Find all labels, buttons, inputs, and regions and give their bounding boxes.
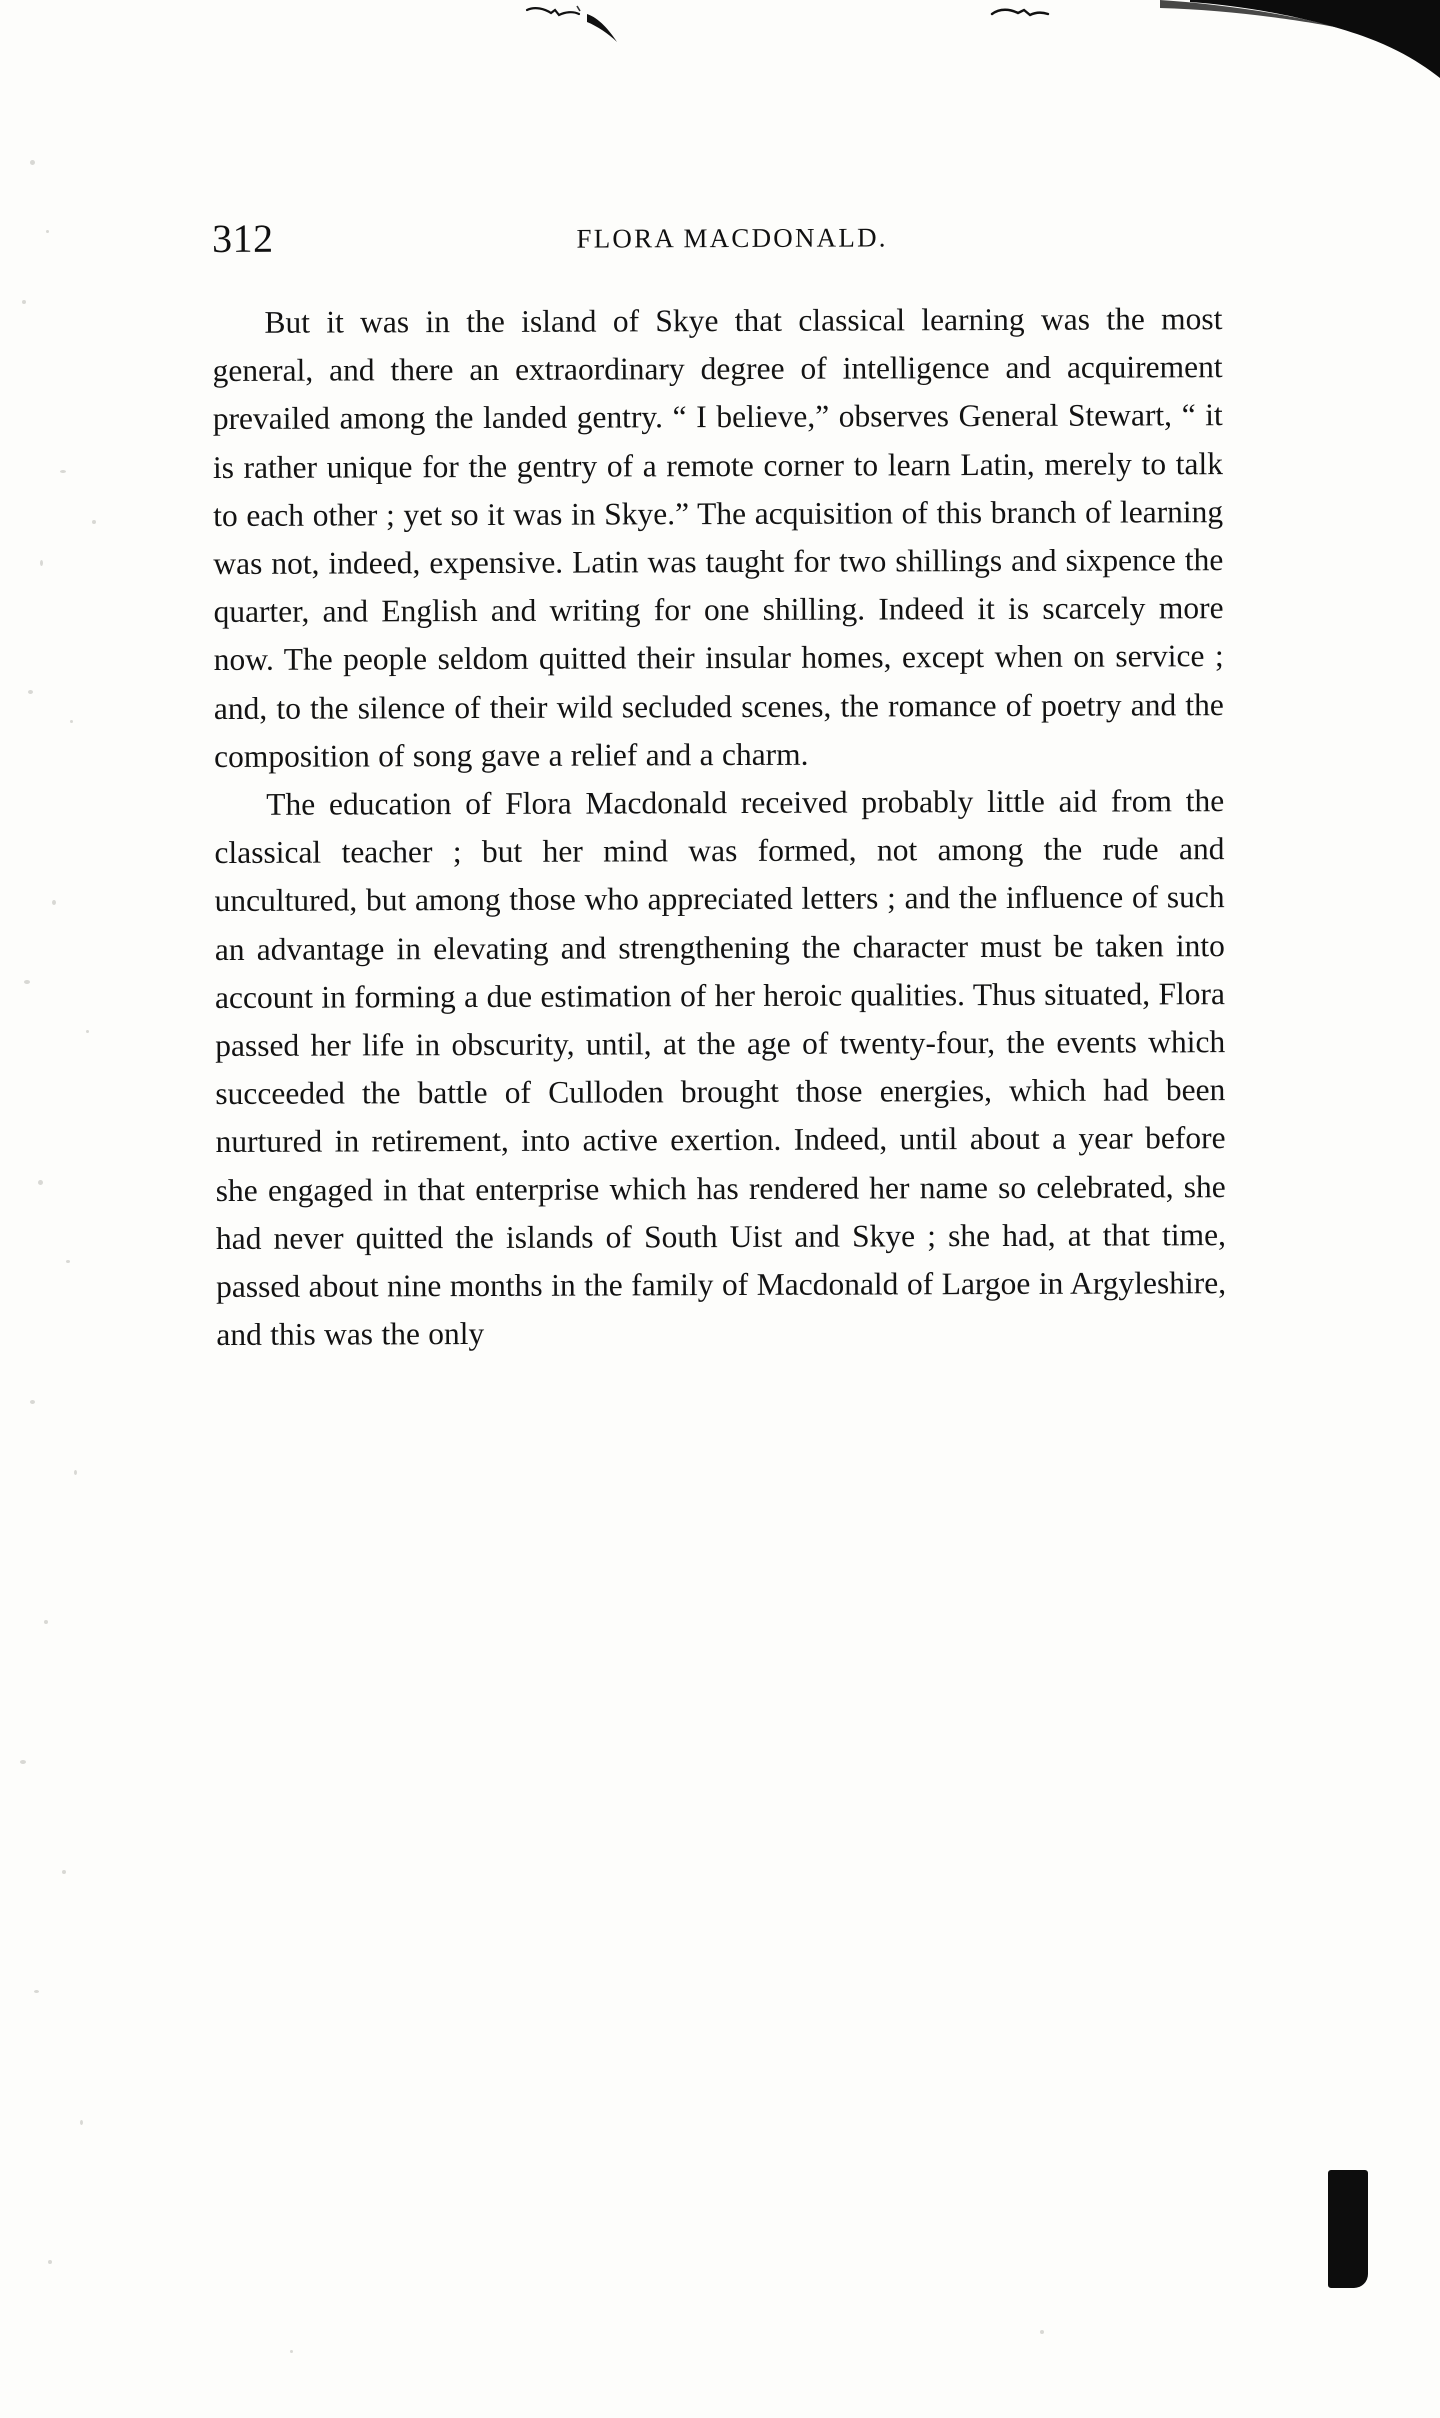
running-head-title: FLORA MACDONALD. (576, 222, 888, 254)
scan-smudge-top-left-icon (525, 4, 645, 44)
body-paragraph-1: But it was in the island of Skye that classical learning was the most general, and there an extraordinary degree of intelligence and acquirement prevailed among the landed gentry. “ I believe,” observes General Stewart, “ it is rather unique for the gentry of a remote corner to learn Latin, merely to talk to each other ; yet so it was in Skye.” The acquisition of this branch of learning was not, indeed, expensive. Latin was taught for two shillings and sixpence the quarter, and English and writing for one shilling. Indeed it is scarcely more now. The people seldom quitted their insular homes, except when on service ; and, to the silence of their wild secluded scenes, the romance of poetry and the composition of song gave a relief and a charm. (212, 301, 1224, 774)
page-number: 312 (212, 215, 274, 261)
scan-smudge-top-middle-icon (990, 6, 1050, 20)
body-paragraph-2: The education of Flora Macdonald received probably little aid from the classical teacher ; but her mind was formed, not among the rude and uncultured, but among those who appreciated letters ; and the influence of such an advantage in elevating and strengthening the character must be taken into account in forming a due estimation of her heroic qualities. Thus situated, Flora passed her life in obscurity, until, at the age of twenty-four, the events which succeeded the battle of Culloden brought those energies, which had been nurtured in retirement, into active exertion. Indeed, until about a year before she engaged in that enterprise which has rendered her name so celebrated, she had never quitted the islands of South Uist and Skye ; she had, at that time, passed about nine months in the family of Macdonald of Largoe in Argyleshire, and this was the only (214, 783, 1227, 1353)
page-header (212, 211, 1222, 271)
page-text-block (212, 211, 1226, 1359)
page-corner-shadow-icon (1100, 0, 1440, 78)
scan-edge-bar (1328, 2170, 1368, 2288)
